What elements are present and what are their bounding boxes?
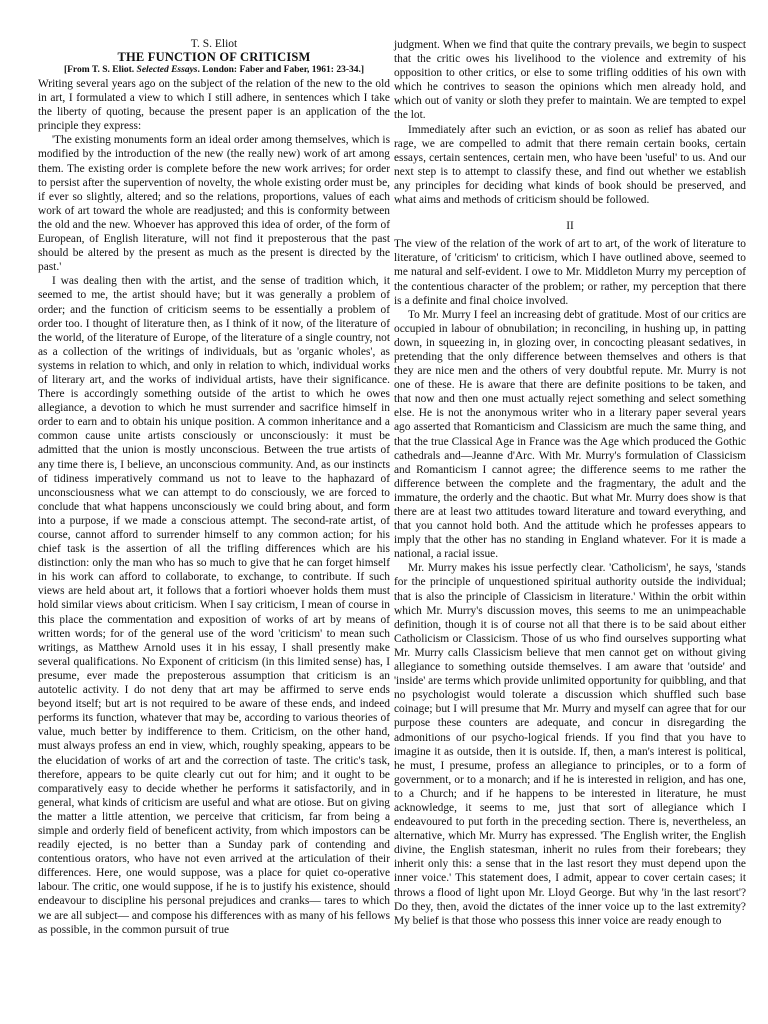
right-column xyxy=(394,38,746,928)
paragraph: Immediately after such an eviction, or as soon as relief has abated our rage, we are compelled to admit that there remain certain books, certain essays, certain sentences, certain men, who have been 'useful' to us. And our next step is to attempt to classify these, and find out whether we establish any principles for deciding what kinds of book should be preserved, and what aims and methods of criticism should be followed. xyxy=(394,123,746,207)
paragraph: To Mr. Murry I feel an increasing debt of gratitude. Most of our critics are occupied in labour of obnubilation; in reconciling, in hushing up, in patting down, in squeezing in, in glozing over, in concocting pleasant sedatives, in pretending that the only difference between themselves and others is that they are nice men and the others of very doubtful repute. Mr. Murry is not one of these. He is aware that there are definite positions to be taken, and that now and then one must actually reject something and select something else. He is not the anonymous writer who in a literary paper several years ago asserted that Romanticism and Classicism are much the same thing, and that the true Classical Age in France was the Age which produced the Gothic cathedrals and—Jeanne d'Arc. With Mr. Murry's formulation of Classicism and Romanticism I cannot agree; the difference seems to me rather the difference between the complete and the fragmentary, the adult and the immature, the orderly and the chaotic. But what Mr. Murry does show is that there are at least two attitudes toward literature and toward everything, and that you cannot hold both. And the attitude which he professes appears to imply that the other has no standing in England whatever. For it is made a national, a racial issue. xyxy=(394,308,746,561)
document-header xyxy=(38,38,390,77)
source-prefix: [From T. S. Eliot. xyxy=(63,65,137,75)
source-suffix: . London: Faber and Faber, 1961: 23-34.] xyxy=(197,65,365,75)
paragraph: judgment. When we find that quite the contrary prevails, we begin to suspect that the critic owes his livelihood to the violence and extremity of his opposition to other critics, or else to some trifling oddities of his own with which he contrives to season the opinions which men already hold, and which out of vanity or sloth they prefer to maintain. We are tempted to expel the lot. xyxy=(394,39,746,122)
paragraph: The view of the relation of the work of art to art, of the work of literature to literature, of 'criticism' to criticism, which I have outlined above, seemed to me natural and self-evident. I owe to Mr. Middleton Murry my perception of the contentious character of the problem; or rather, my perception that there is a definite and final choice involved. xyxy=(394,238,746,307)
paragraph: Mr. Murry makes his issue perfectly clear. 'Catholicism', he says, 'stands for the principle of unquestioned spiritual authority outside the individual; that is also the principle of Classicism in literature.' Within the orbit within which Mr. Murry's discussion moves, this seems to me an unimpeachable definition, though it is of course not all that there is to be said about either Catholicism or Classicism. Those of us who find ourselves supporting what Mr. Murry calls Classicism believe that men cannot get on without giving allegiance to something outside themselves. I am aware that 'outside' and 'inside' are terms which provide unlimited opportunity for quibbling, and that no psychologist would tolerate a discussion which shuffled such base coinage; but I will presume that Mr. Murry and myself can agree that for our purpose these counters are adequate, and concur in disregarding the admonitions of our psycho-logical friends. If you find that you have to imagine it as outside, then it is outside. If, then, a man's interest is political, he must, I presume, profess an allegiance to principles, or to a form of government, or to a monarch; and if he is interested in religion, and has one, to a Church; and if he happens to be interested in literature, he must acknowledge, it seems to me, just that sort of allegiance which I endeavoured to put forth in the preceding section. There is, nevertheless, an alternative, which Mr. Murry has expressed. 'The English writer, the English divine, the English statesman, inherit no rules from their forebears; they inherit only this: a sense that in the last resort they must depend upon the inner voice.' This statement does, I admit, appear to cover certain cases; it throws a flood of light upon Mr. Lloyd George. But why 'in the last resort'? Do they, then, avoid the dictates of the inner voice up to the last extremity? My belief is that those who possess this inner voice are ready enough to xyxy=(394,562,746,927)
essay-title: THE FUNCTION OF CRITICISM xyxy=(117,50,311,64)
paragraph: Writing several years ago on the subject of the relation of the new to the old in art, I formulated a view to which I still adhere, in sentences which I take the liberty of quoting, because the present paper is an application of the principle they express: xyxy=(38,78,390,133)
author-name: T. S. Eliot xyxy=(190,38,238,50)
left-column xyxy=(38,38,390,937)
section-heading: II xyxy=(566,220,574,233)
source-citation xyxy=(38,64,390,77)
source-book: Selected Essays xyxy=(136,65,198,75)
block-quote: 'The existing monuments form an ideal order among themselves, which is modified by the introduction of the new (the really new) work of art among them. The existing order is complete before the new work arrives; for order to persist after the supervention of novelty, the whole existing order must be, if ever so slightly, altered; and so the relations, proportions, values of each work of art toward the whole are readjusted; and this is conformity between the old and the new. Whoever has approved this idea of order, of the form of European, of English literature, will not find it preposterous that the past should be altered by the present as much as the present is directed by the past.' xyxy=(38,134,390,274)
paragraph: I was dealing then with the artist, and the sense of tradition which, it seemed to me, the artist should have; but it was generally a problem of order; and the function of criticism seems to be essentially a problem of order too. I thought of literature then, as I think of it now, of the literature of the world, of the literature of Europe, of the literature of a single country, not as a collection of the writings of individuals, but as 'organic wholes', as systems in relation to which, and only in relation to which, individual works of literary art, and the works of individual artists, have their significance. There is accordingly something outside of the artist to which he owes allegiance, a devotion to which he must surrender and sacrifice himself in order to earn and to obtain his unique position. A common inheritance and a common cause unite artists consciously or unconsciously: it must be admitted that the union is mostly unconscious. Between the true artists of any time there is, I believe, an unconscious community. And, as our instincts of tidiness imperatively command us not to leave to the haphazard of unconsciousness what we can attempt to do consciously, we are forced to conclude that what happens unconsciously we could bring about, and form into a purpose, if we made a conscious attempt. The second-rate artist, of course, cannot afford to surrender himself to any common action; for his chief task is the assertion of all the trifling differences which are his distinction: only the man who has so much to give that he can forget himself in his work can afford to collaborate, to exchange, to contribute. If such views are held about art, it follows that a fortiori whoever holds them must hold similar views about criticism. When I say criticism, I mean of course in this place the commentation and exposition of works of art by means of written words; for of the general use of the word 'criticism' to mean such writings, as Matthew Arnold uses it in his essay, I shall presently make several qualifications. No Exponent of criticism (in this limited sense) has, I presume, ever made the preposterous assumption that criticism is an autotelic activity. I do not deny that art may be affirmed to serve ends beyond itself; but art is not required to be aware of these ends, and indeed performs its function, whatever that may be, according to various theories of value, much better by indifference to them. Criticism, on the other hand, must always profess an end in view, which, roughly speaking, appears to be the elucidation of works of art and the correction of taste. The critic's task, therefore, appears to be quite clearly cut out for him; and it ought to be comparatively easy to decide whether he performs it satisfactorily, and in general, what kinds of criticism are useful and what are otiose. But on giving the matter a little attention, we perceive that criticism, far from being a simple and orderly field of beneficent activity, from which impostors can be readily ejected, is no better than a Sunday park of contending and contentious orators, who have not even arrived at the articulation of their differences. Here, one would suppose, was a place for quiet co-operative labour. The critic, one would suppose, if he is to justify his existence, should endeavour to discipline his personal prejudices and cranks— tares to which we are all subject— and compose his differences with as many of his fellows as possible, in the common pursuit of true xyxy=(38,275,390,936)
